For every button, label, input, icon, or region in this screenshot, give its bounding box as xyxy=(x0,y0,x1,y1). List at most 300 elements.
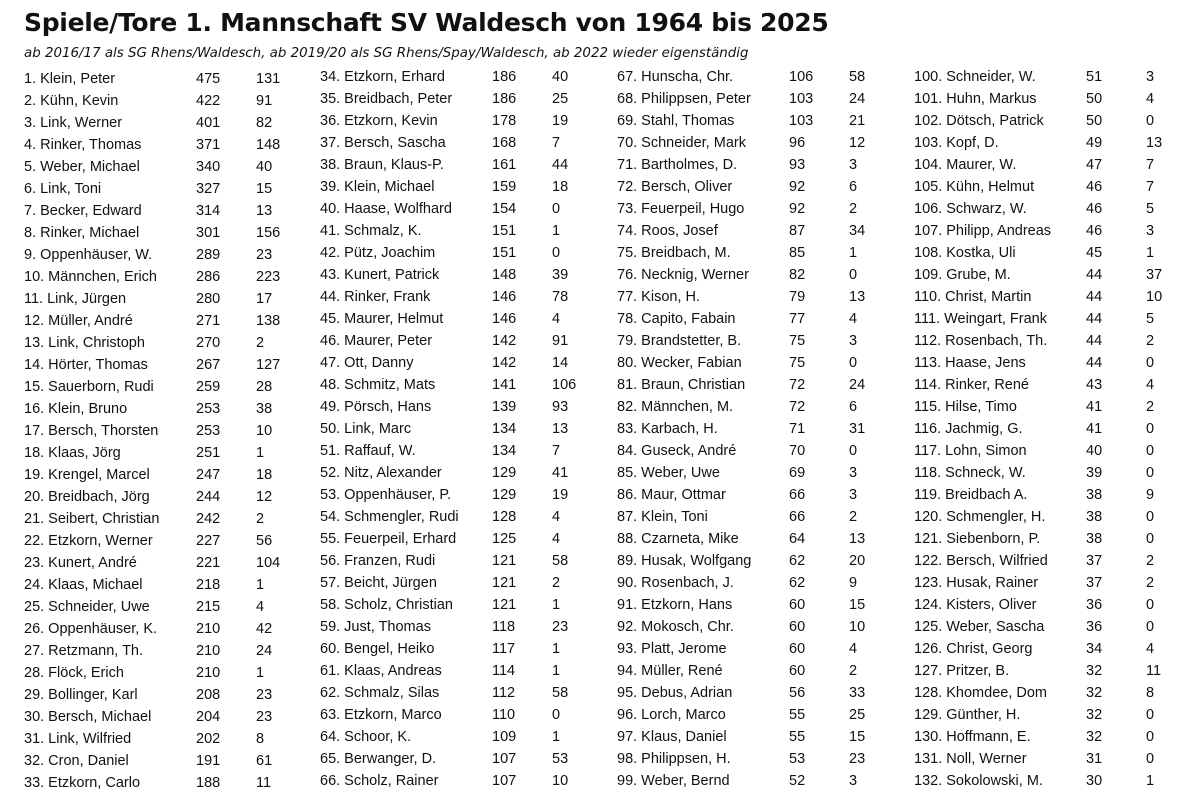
goals-count: 15 xyxy=(849,729,866,745)
goals-count: 0 xyxy=(1146,421,1155,437)
games-count: 60 xyxy=(789,641,806,657)
goals-count: 44 xyxy=(552,157,569,173)
games-count: 401 xyxy=(196,115,221,131)
games-count: 82 xyxy=(789,267,806,283)
games-count: 36 xyxy=(1086,619,1103,635)
player-name: 45. Maurer, Helmut xyxy=(320,311,444,327)
player-name: 21. Seibert, Christian xyxy=(24,511,160,527)
games-count: 202 xyxy=(196,731,221,747)
player-name: 49. Pörsch, Hans xyxy=(320,399,432,415)
goals-count: 91 xyxy=(552,333,569,349)
goals-count: 53 xyxy=(552,751,569,767)
player-name: 89. Husak, Wolfgang xyxy=(617,553,752,569)
games-count: 154 xyxy=(492,201,517,217)
games-count: 32 xyxy=(1086,663,1103,679)
goals-count: 223 xyxy=(256,269,281,285)
goals-count: 9 xyxy=(1146,487,1155,503)
player-name: 31. Link, Wilfried xyxy=(24,731,132,747)
player-name: 91. Etzkorn, Hans xyxy=(617,597,733,613)
games-count: 31 xyxy=(1086,751,1103,767)
player-name: 16. Klein, Bruno xyxy=(24,401,128,417)
goals-count: 28 xyxy=(256,379,273,395)
player-name: 94. Müller, René xyxy=(617,663,723,679)
goals-count: 6 xyxy=(849,399,858,415)
player-name: 116. Jachmig, G. xyxy=(914,421,1023,437)
goals-count: 7 xyxy=(552,135,561,151)
games-count: 103 xyxy=(789,91,814,107)
player-name: 46. Maurer, Peter xyxy=(320,333,433,349)
goals-count: 1 xyxy=(552,641,561,657)
goals-count: 25 xyxy=(849,707,866,723)
player-name: 56. Franzen, Rudi xyxy=(320,553,436,569)
page-subtitle: ab 2016/17 als SG Rhens/Waldesch, ab 2019/20 als SG Rhens/Spay/Waldesch, ab 2022 wieder eigenständig xyxy=(24,46,749,61)
games-count: 30 xyxy=(1086,773,1103,789)
games-count: 38 xyxy=(1086,509,1103,525)
goals-count: 1 xyxy=(552,597,561,613)
games-count: 151 xyxy=(492,223,517,239)
goals-count: 2 xyxy=(256,335,265,351)
player-name: 4. Rinker, Thomas xyxy=(24,137,142,153)
player-name: 53. Oppenhäuser, P. xyxy=(320,487,452,503)
player-name: 48. Schmitz, Mats xyxy=(320,377,436,393)
games-count: 289 xyxy=(196,247,221,263)
player-name: 80. Wecker, Fabian xyxy=(617,355,742,371)
player-name: 55. Feuerpeil, Erhard xyxy=(320,531,457,547)
goals-count: 7 xyxy=(552,443,561,459)
games-count: 70 xyxy=(789,443,806,459)
games-count: 146 xyxy=(492,311,517,327)
player-name: 72. Bersch, Oliver xyxy=(617,179,733,195)
goals-count: 82 xyxy=(256,115,273,131)
games-count: 118 xyxy=(492,619,516,635)
games-count: 314 xyxy=(196,203,221,219)
goals-count: 13 xyxy=(256,203,273,219)
player-name: 66. Scholz, Rainer xyxy=(320,773,439,789)
player-name: 15. Sauerborn, Rudi xyxy=(24,379,154,395)
games-count: 44 xyxy=(1086,311,1103,327)
goals-count: 58 xyxy=(849,69,866,85)
games-count: 107 xyxy=(492,751,517,767)
goals-count: 0 xyxy=(1146,113,1155,129)
player-name: 58. Scholz, Christian xyxy=(320,597,453,613)
games-count: 72 xyxy=(789,399,806,415)
goals-count: 93 xyxy=(552,399,569,415)
player-name: 42. Pütz, Joachim xyxy=(320,245,436,261)
goals-count: 3 xyxy=(849,487,858,503)
games-count: 221 xyxy=(196,555,221,571)
games-count: 142 xyxy=(492,333,517,349)
player-name: 128. Khomdee, Dom xyxy=(914,685,1047,701)
goals-count: 2 xyxy=(552,575,561,591)
player-name: 64. Schoor, K. xyxy=(320,729,412,745)
goals-count: 18 xyxy=(552,179,569,195)
games-count: 242 xyxy=(196,511,221,527)
player-name: 24. Klaas, Michael xyxy=(24,577,143,593)
goals-count: 40 xyxy=(552,69,569,85)
games-count: 55 xyxy=(789,707,806,723)
player-name: 126. Christ, Georg xyxy=(914,641,1033,657)
goals-count: 1 xyxy=(552,663,561,679)
player-name: 60. Bengel, Heiko xyxy=(320,641,435,657)
player-name: 37. Bersch, Sascha xyxy=(320,135,446,151)
goals-count: 4 xyxy=(1146,91,1155,107)
player-name: 85. Weber, Uwe xyxy=(617,465,720,481)
goals-count: 0 xyxy=(849,267,858,283)
games-count: 121 xyxy=(492,575,517,591)
goals-count: 0 xyxy=(1146,443,1155,459)
games-count: 141 xyxy=(492,377,517,393)
player-name: 59. Just, Thomas xyxy=(320,619,431,635)
goals-count: 3 xyxy=(849,465,858,481)
games-count: 251 xyxy=(196,445,221,461)
games-count: 148 xyxy=(492,267,517,283)
games-count: 66 xyxy=(789,487,806,503)
goals-count: 23 xyxy=(849,751,866,767)
games-count: 96 xyxy=(789,135,806,151)
games-count: 134 xyxy=(492,421,517,437)
player-name: 120. Schmengler, H. xyxy=(914,509,1046,525)
player-name: 27. Retzmann, Th. xyxy=(24,643,144,659)
goals-count: 2 xyxy=(1146,333,1155,349)
goals-count: 0 xyxy=(849,355,858,371)
goals-count: 7 xyxy=(1146,179,1155,195)
player-name: 110. Christ, Martin xyxy=(914,289,1032,305)
games-count: 218 xyxy=(196,577,221,593)
player-name: 41. Schmalz, K. xyxy=(320,223,422,239)
player-name: 62. Schmalz, Silas xyxy=(320,685,440,701)
goals-count: 0 xyxy=(1146,465,1155,481)
goals-count: 2 xyxy=(256,511,265,527)
games-count: 46 xyxy=(1086,179,1103,195)
goals-count: 0 xyxy=(1146,619,1155,635)
goals-count: 2 xyxy=(849,509,858,525)
goals-count: 33 xyxy=(849,685,866,701)
games-count: 125 xyxy=(492,531,517,547)
player-name: 33. Etzkorn, Carlo xyxy=(24,775,141,791)
page-title: Spiele/Tore 1. Mannschaft SV Waldesch von 1964 bis 2025 xyxy=(24,8,829,37)
goals-count: 5 xyxy=(1146,201,1155,217)
goals-count: 58 xyxy=(552,553,569,569)
games-count: 271 xyxy=(196,313,221,329)
goals-count: 1 xyxy=(552,223,561,239)
games-count: 146 xyxy=(492,289,517,305)
games-count: 107 xyxy=(492,773,517,789)
player-name: 127. Pritzer, B. xyxy=(914,663,1010,679)
goals-count: 4 xyxy=(849,311,858,327)
games-count: 71 xyxy=(789,421,806,437)
games-count: 129 xyxy=(492,465,517,481)
player-name: 52. Nitz, Alexander xyxy=(320,465,442,481)
player-name: 78. Capito, Fabain xyxy=(617,311,736,327)
games-count: 110 xyxy=(492,707,516,723)
goals-count: 1 xyxy=(849,245,858,261)
goals-count: 10 xyxy=(1146,289,1163,305)
goals-count: 1 xyxy=(552,729,561,745)
games-count: 117 xyxy=(492,641,516,657)
goals-count: 0 xyxy=(552,245,561,261)
player-name: 47. Ott, Danny xyxy=(320,355,414,371)
player-name: 65. Berwanger, D. xyxy=(320,751,437,767)
games-count: 159 xyxy=(492,179,517,195)
player-name: 95. Debus, Adrian xyxy=(617,685,733,701)
games-count: 32 xyxy=(1086,707,1103,723)
player-name: 26. Oppenhäuser, K. xyxy=(24,621,158,637)
games-count: 56 xyxy=(789,685,806,701)
player-name: 82. Männchen, M. xyxy=(617,399,734,415)
goals-count: 0 xyxy=(552,707,561,723)
player-name: 1. Klein, Peter xyxy=(24,71,116,87)
player-name: 35. Breidbach, Peter xyxy=(320,91,453,107)
goals-count: 0 xyxy=(849,443,858,459)
games-count: 75 xyxy=(789,355,806,371)
player-name: 10. Männchen, Erich xyxy=(24,269,157,285)
games-count: 340 xyxy=(196,159,221,175)
goals-count: 1 xyxy=(256,577,265,593)
games-count: 210 xyxy=(196,621,221,637)
goals-count: 2 xyxy=(1146,575,1155,591)
player-name: 111. Weingart, Frank xyxy=(914,311,1047,327)
games-count: 62 xyxy=(789,553,806,569)
games-count: 139 xyxy=(492,399,517,415)
games-count: 51 xyxy=(1086,69,1103,85)
goals-count: 13 xyxy=(849,289,866,305)
games-count: 77 xyxy=(789,311,806,327)
games-count: 44 xyxy=(1086,333,1103,349)
player-name: 114. Rinker, René xyxy=(914,377,1029,393)
games-count: 92 xyxy=(789,179,806,195)
player-name: 29. Bollinger, Karl xyxy=(24,687,138,703)
games-count: 37 xyxy=(1086,575,1103,591)
player-name: 98. Philippsen, H. xyxy=(617,751,731,767)
games-count: 49 xyxy=(1086,135,1103,151)
player-name: 101. Huhn, Markus xyxy=(914,91,1037,107)
goals-count: 4 xyxy=(552,531,561,547)
goals-count: 31 xyxy=(849,421,866,437)
games-count: 134 xyxy=(492,443,517,459)
player-name: 121. Siebenborn, P. xyxy=(914,531,1041,547)
player-name: 119. Breidbach A. xyxy=(914,487,1028,503)
player-name: 71. Bartholmes, D. xyxy=(617,157,738,173)
player-name: 13. Link, Christoph xyxy=(24,335,145,351)
goals-count: 11 xyxy=(256,775,272,791)
player-name: 19. Krengel, Marcel xyxy=(24,467,150,483)
player-name: 67. Hunscha, Chr. xyxy=(617,69,734,85)
games-count: 186 xyxy=(492,69,517,85)
player-name: 17. Bersch, Thorsten xyxy=(24,423,159,439)
games-count: 62 xyxy=(789,575,806,591)
games-count: 44 xyxy=(1086,355,1103,371)
goals-count: 1 xyxy=(256,665,265,681)
player-name: 99. Weber, Bernd xyxy=(617,773,730,789)
goals-count: 9 xyxy=(849,575,858,591)
goals-count: 106 xyxy=(552,377,577,393)
games-count: 46 xyxy=(1086,223,1103,239)
games-count: 52 xyxy=(789,773,806,789)
goals-count: 91 xyxy=(256,93,273,109)
goals-count: 4 xyxy=(256,599,265,615)
player-name: 84. Guseck, André xyxy=(617,443,737,459)
player-name: 3. Link, Werner xyxy=(24,115,123,131)
player-name: 131. Noll, Werner xyxy=(914,751,1027,767)
goals-count: 7 xyxy=(1146,157,1155,173)
player-name: 108. Kostka, Uli xyxy=(914,245,1016,261)
goals-count: 3 xyxy=(849,157,858,173)
player-name: 6. Link, Toni xyxy=(24,181,102,197)
player-name: 125. Weber, Sascha xyxy=(914,619,1045,635)
games-count: 253 xyxy=(196,423,221,439)
player-name: 57. Beicht, Jürgen xyxy=(320,575,437,591)
goals-count: 11 xyxy=(1146,663,1162,679)
games-count: 129 xyxy=(492,487,517,503)
goals-count: 17 xyxy=(256,291,273,307)
player-name: 77. Kison, H. xyxy=(617,289,701,305)
goals-count: 10 xyxy=(552,773,569,789)
games-count: 60 xyxy=(789,597,806,613)
player-name: 129. Günther, H. xyxy=(914,707,1021,723)
games-count: 178 xyxy=(492,113,517,129)
player-name: 38. Braun, Klaus-P. xyxy=(320,157,444,173)
player-name: 122. Bersch, Wilfried xyxy=(914,553,1048,569)
player-name: 61. Klaas, Andreas xyxy=(320,663,442,679)
player-name: 117. Lohn, Simon xyxy=(914,443,1027,459)
player-name: 74. Roos, Josef xyxy=(617,223,718,239)
player-name: 132. Sokolowski, M. xyxy=(914,773,1043,789)
games-count: 114 xyxy=(492,663,516,679)
goals-count: 6 xyxy=(849,179,858,195)
games-count: 128 xyxy=(492,509,517,525)
goals-count: 0 xyxy=(1146,355,1155,371)
games-count: 53 xyxy=(789,751,806,767)
player-name: 44. Rinker, Frank xyxy=(320,289,431,305)
games-count: 121 xyxy=(492,597,517,613)
player-name: 18. Klaas, Jörg xyxy=(24,445,121,461)
player-name: 63. Etzkorn, Marco xyxy=(320,707,442,723)
games-count: 327 xyxy=(196,181,221,197)
player-name: 28. Flöck, Erich xyxy=(24,665,124,681)
goals-count: 3 xyxy=(1146,69,1155,85)
games-count: 270 xyxy=(196,335,221,351)
player-name: 92. Mokosch, Chr. xyxy=(617,619,734,635)
player-name: 97. Klaus, Daniel xyxy=(617,729,727,745)
games-count: 112 xyxy=(492,685,516,701)
games-count: 227 xyxy=(196,533,221,549)
goals-count: 13 xyxy=(1146,135,1163,151)
player-name: 113. Haase, Jens xyxy=(914,355,1026,371)
goals-count: 34 xyxy=(849,223,866,239)
player-name: 79. Brandstetter, B. xyxy=(617,333,742,349)
games-count: 92 xyxy=(789,201,806,217)
player-name: 88. Czarneta, Mike xyxy=(617,531,739,547)
player-name: 118. Schneck, W. xyxy=(914,465,1026,481)
player-name: 93. Platt, Jerome xyxy=(617,641,727,657)
player-name: 123. Husak, Rainer xyxy=(914,575,1039,591)
goals-count: 23 xyxy=(256,687,273,703)
games-count: 50 xyxy=(1086,113,1103,129)
goals-count: 4 xyxy=(1146,377,1155,393)
goals-count: 0 xyxy=(1146,751,1155,767)
goals-count: 13 xyxy=(849,531,866,547)
goals-count: 4 xyxy=(552,509,561,525)
player-name: 51. Raffauf, W. xyxy=(320,443,416,459)
games-count: 204 xyxy=(196,709,221,725)
games-count: 247 xyxy=(196,467,221,483)
player-name: 86. Maur, Ottmar xyxy=(617,487,726,503)
goals-count: 56 xyxy=(256,533,273,549)
goals-count: 24 xyxy=(849,377,866,393)
player-name: 7. Becker, Edward xyxy=(24,203,142,219)
goals-count: 41 xyxy=(552,465,569,481)
games-count: 46 xyxy=(1086,201,1103,217)
games-count: 85 xyxy=(789,245,806,261)
games-count: 44 xyxy=(1086,289,1103,305)
player-name: 124. Kisters, Oliver xyxy=(914,597,1037,613)
player-name: 2. Kühn, Kevin xyxy=(24,93,119,109)
player-name: 83. Karbach, H. xyxy=(617,421,718,437)
games-count: 66 xyxy=(789,509,806,525)
games-count: 38 xyxy=(1086,487,1103,503)
games-count: 32 xyxy=(1086,729,1103,745)
games-count: 41 xyxy=(1086,421,1103,437)
goals-count: 1 xyxy=(256,445,265,461)
player-name: 11. Link, Jürgen xyxy=(24,291,127,307)
player-name: 5. Weber, Michael xyxy=(24,159,140,175)
player-name: 12. Müller, André xyxy=(24,313,133,329)
games-count: 38 xyxy=(1086,531,1103,547)
goals-count: 15 xyxy=(849,597,866,613)
goals-count: 4 xyxy=(1146,641,1155,657)
player-name: 32. Cron, Daniel xyxy=(24,753,129,769)
games-count: 45 xyxy=(1086,245,1103,261)
goals-count: 40 xyxy=(256,159,273,175)
goals-count: 0 xyxy=(1146,509,1155,525)
games-count: 44 xyxy=(1086,267,1103,283)
games-count: 188 xyxy=(196,775,221,791)
goals-count: 13 xyxy=(552,421,569,437)
goals-count: 61 xyxy=(256,753,273,769)
games-count: 151 xyxy=(492,245,517,261)
games-count: 168 xyxy=(492,135,517,151)
goals-count: 12 xyxy=(849,135,866,151)
goals-count: 23 xyxy=(256,709,273,725)
games-count: 40 xyxy=(1086,443,1103,459)
goals-count: 148 xyxy=(256,137,281,153)
games-count: 60 xyxy=(789,663,806,679)
player-name: 34. Etzkorn, Erhard xyxy=(320,69,445,85)
goals-count: 2 xyxy=(1146,399,1155,415)
games-count: 259 xyxy=(196,379,221,395)
goals-count: 0 xyxy=(1146,597,1155,613)
goals-count: 10 xyxy=(849,619,866,635)
player-name: 105. Kühn, Helmut xyxy=(914,179,1035,195)
games-count: 286 xyxy=(196,269,221,285)
goals-count: 14 xyxy=(552,355,569,371)
games-count: 210 xyxy=(196,665,221,681)
games-count: 87 xyxy=(789,223,806,239)
goals-count: 25 xyxy=(552,91,569,107)
goals-count: 3 xyxy=(849,333,858,349)
player-name: 75. Breidbach, M. xyxy=(617,245,731,261)
games-count: 371 xyxy=(196,137,221,153)
player-name: 87. Klein, Toni xyxy=(617,509,708,525)
player-name: 36. Etzkorn, Kevin xyxy=(320,113,438,129)
games-count: 55 xyxy=(789,729,806,745)
games-count: 36 xyxy=(1086,597,1103,613)
goals-count: 0 xyxy=(1146,531,1155,547)
games-count: 161 xyxy=(492,157,517,173)
goals-count: 19 xyxy=(552,487,569,503)
games-count: 267 xyxy=(196,357,221,373)
games-count: 72 xyxy=(789,377,806,393)
